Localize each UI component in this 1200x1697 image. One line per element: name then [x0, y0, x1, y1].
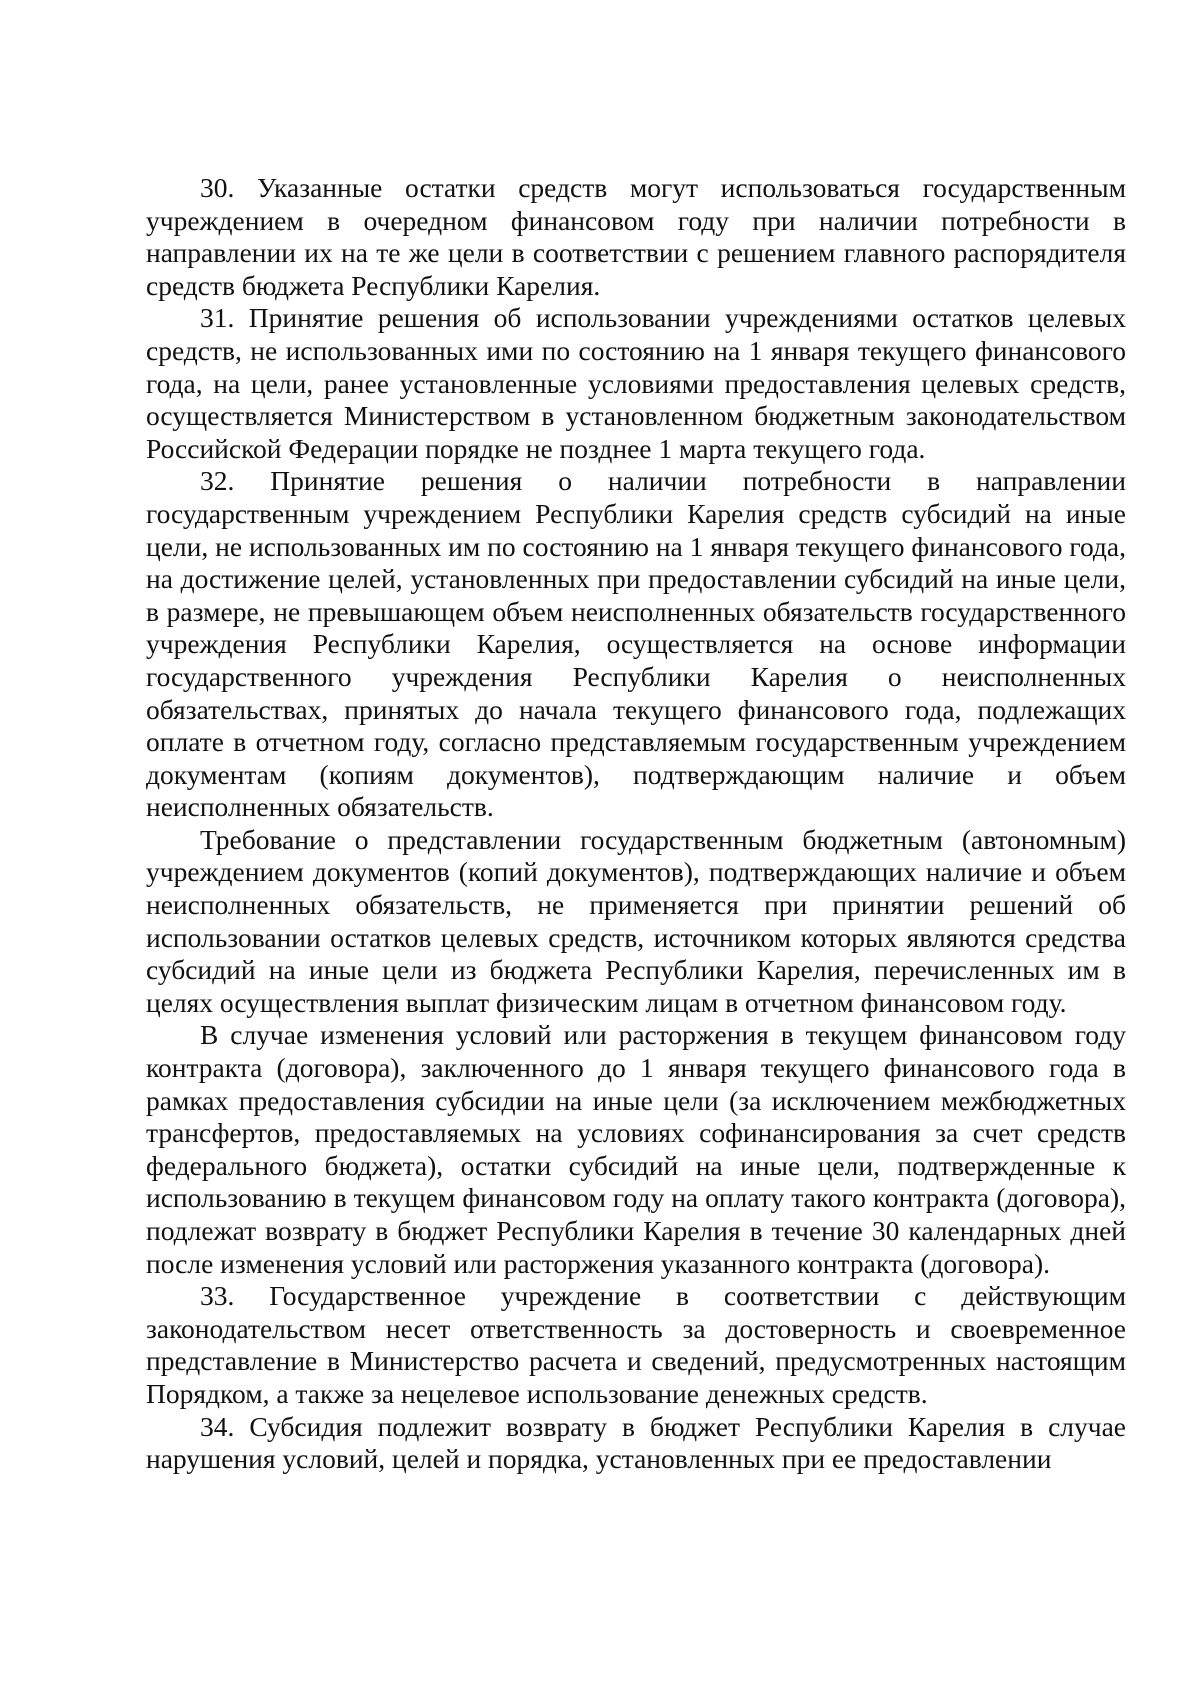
- paragraph-32-contract-change: В случае изменения условий или расторжения в текущем финансовом году контракта (договора), заключенного до 1 января текущего финансового года в рамках предоставления субсидии на иные цели (за исключением межбюджетных трансфертов, предоставляемых на условиях софинансирования за счет средств федерального бюджета), остатки субсидий на иные цели, подтвержденные к использованию в текущем финансовом году на оплату такого контракта (договора), подлежат возврату в бюджет Республики Карелия в течение 30 календарных дней после изменения условий или расторжения указанного контракта (договора).: [146, 1019, 1126, 1279]
- paragraph-33: 33. Государственное учреждение в соответствии с действующим законодательством несет ответственность за достоверность и своевременное представление в Министерство расчета и сведений, предусмотренных настоящим Порядком, а также за нецелевое использование денежных средств.: [146, 1280, 1126, 1409]
- paragraph-32: 32. Принятие решения о наличии потребности в направлении государственным учреждением Республики Карелия средств субсидий на иные цели, не использованных им по состоянию на 1 января текущего финансового года, на достижение целей, установленных при предоставлении субсидий на иные цели, в размере, не превышающем объем неисполненных обязательств государственного учреждения Республики Карелия, осуществляется на основе информации государственного учреждения Республики Карелия о неисполненных обязательствах, принятых до начала текущего финансового года, подлежащих оплате в отчетном году, согласно представляемым государственным учреждением документам (копиям документов), подтверждающим наличие и объем неисполненных обязательств.: [146, 465, 1126, 823]
- paragraph-31: 31. Принятие решения об использовании учреждениями остатков целевых средств, не использованных ими по состоянию на 1 января текущего финансового года, на цели, ранее установленные условиями предоставления целевых средств, осуществляется Министерством в установленном бюджетным законодательством Российской Федерации порядке не позднее 1 марта текущего года.: [146, 302, 1126, 464]
- paragraph-30: 30. Указанные остатки средств могут использоваться государственным учреждением в очередном финансовом году при наличии потребности в направлении их на те же цели в соответствии с решением главного распорядителя средств бюджета Республики Карелия.: [146, 172, 1126, 301]
- paragraph-32-requirement: Требование о представлении государственным бюджетным (автономным) учреждением документов (копий документов), подтверждающих наличие и объем неисполненных обязательств, не применяется при принятии решений об использовании остатков целевых средств, источником которых являются средства субсидий на иные цели из бюджета Республики Карелия, перечисленных им в целях осуществления выплат физическим лицам в отчетном финансовом году.: [146, 823, 1126, 1018]
- document-page: [146, 172, 1126, 1476]
- paragraph-34: 34. Субсидия подлежит возврату в бюджет Республики Карелия в случае нарушения условий, целей и порядка, установленных при ее предоставлении: [146, 1410, 1126, 1475]
